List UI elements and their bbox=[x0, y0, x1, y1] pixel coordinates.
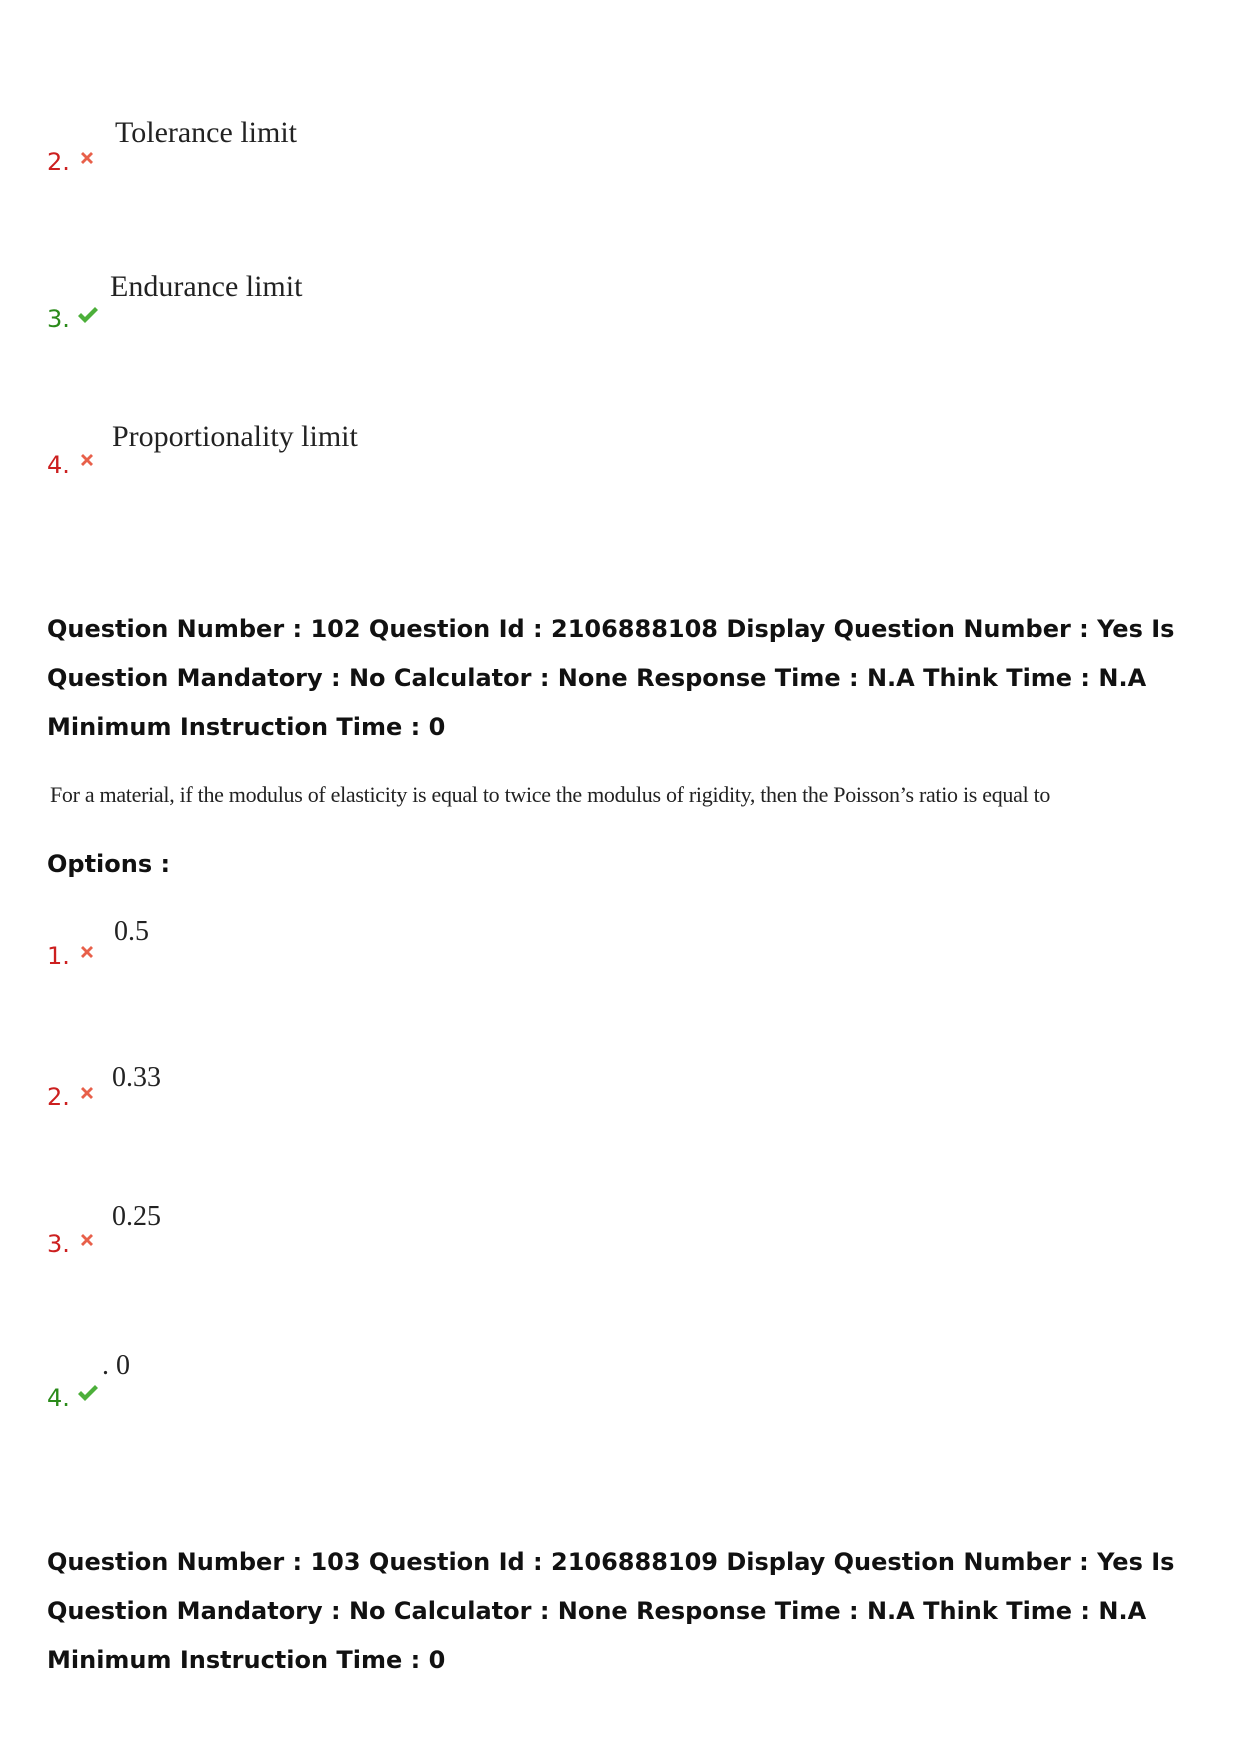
option-text: Tolerance limit bbox=[115, 116, 297, 149]
option-number: 2. bbox=[47, 1083, 70, 1111]
option-text: 0.25 bbox=[112, 1201, 161, 1232]
cross-icon bbox=[77, 942, 97, 962]
option-text: . 0 bbox=[102, 1350, 130, 1381]
option-number: 2. bbox=[47, 148, 70, 176]
options-label: Options : bbox=[47, 850, 171, 878]
checkmark-icon bbox=[76, 305, 100, 325]
question-102-text: For a material, if the modulus of elasticity is equal to twice the modulus of rigidity, then the Poisson’s ratio is equal to bbox=[50, 782, 1051, 807]
option-text: Proportionality limit bbox=[112, 420, 358, 453]
question-102-meta: Question Number : 102 Question Id : 2106888108 Display Question Number : Yes Is Question Mandatory : No Calculator : None Response Time : N.A Think Time : N.A Minimum Instruction Time : 0 bbox=[47, 615, 1175, 741]
cross-icon bbox=[77, 1230, 97, 1250]
option-text: Endurance limit bbox=[110, 270, 303, 303]
cross-icon bbox=[77, 450, 97, 470]
option-text: 0.5 bbox=[114, 916, 149, 947]
cross-icon bbox=[77, 148, 97, 168]
option-number: 1. bbox=[47, 942, 70, 970]
option-number: 3. bbox=[47, 305, 70, 333]
option-number: 3. bbox=[47, 1230, 70, 1258]
option-text: 0.33 bbox=[112, 1062, 161, 1093]
question-103-meta: Question Number : 103 Question Id : 2106888109 Display Question Number : Yes Is Question Mandatory : No Calculator : None Response Time : N.A Think Time : N.A Minimum Instruction Time : 0 bbox=[47, 1548, 1175, 1674]
option-number: 4. bbox=[47, 1384, 70, 1412]
checkmark-icon bbox=[76, 1383, 100, 1403]
option-number: 4. bbox=[47, 451, 70, 479]
cross-icon bbox=[77, 1083, 97, 1103]
